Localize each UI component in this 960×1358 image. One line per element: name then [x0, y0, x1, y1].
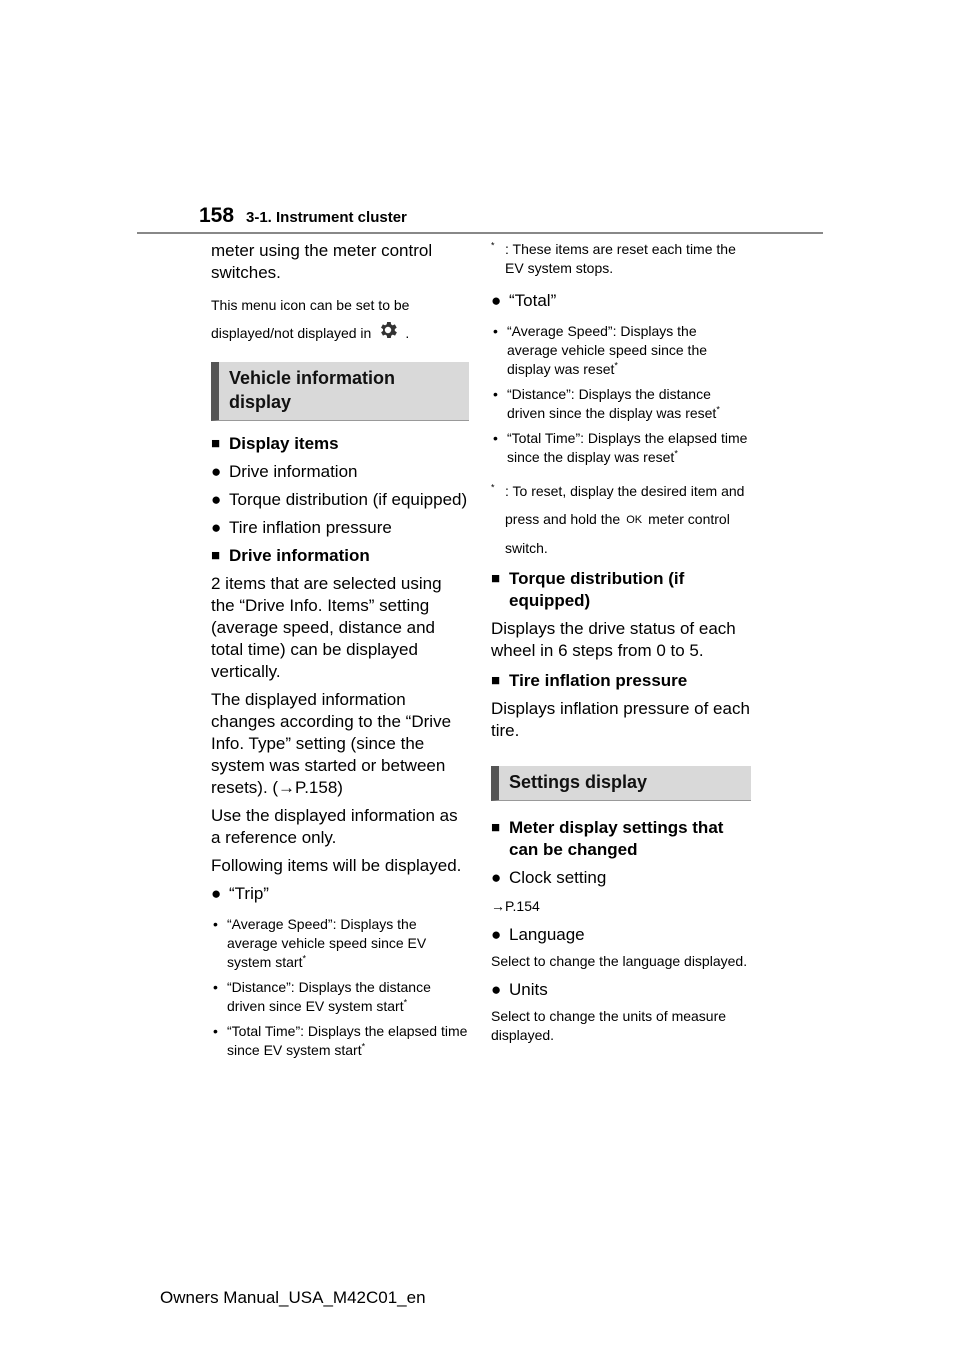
- list-item: ● Language: [491, 925, 585, 945]
- torque-heading: ■ Torque distribution (if equipped): [491, 569, 685, 611]
- paragraph: Displays the drive status of each wheel in 6 steps from 0 to 5.: [491, 619, 736, 661]
- sub-list-item: • “Total Time”: Displays the elapsed time since EV system start*: [213, 1023, 468, 1058]
- page-number: 158: [199, 204, 235, 227]
- sub-list-item: • “Total Time”: Displays the elapsed time since the display was reset*: [493, 430, 748, 465]
- page-reference: →P.154: [491, 898, 540, 915]
- settings-display-heading: Settings display: [491, 766, 751, 801]
- sub-list-item: • “Average Speed”: Displays the average vehicle speed since the display was reset*: [493, 323, 708, 377]
- paragraph: Use the displayed information as a reference only.: [211, 806, 458, 847]
- paragraph: Following items will be displayed.: [211, 856, 462, 875]
- footnote: * : To reset, display the desired item and press and hold the OK meter control switch.: [491, 482, 745, 557]
- paragraph: 2 items that are selected using the “Drive Info. Items” setting (average speed, distance and total time) can be displayed vertically.: [211, 574, 442, 681]
- gear-icon: [377, 319, 399, 350]
- header-rule: [137, 232, 823, 234]
- meter-settings-heading: ■ Meter display settings that can be changed: [491, 818, 724, 860]
- menu-icon-note: This menu icon can be set to be displayed/not displayed in .: [211, 292, 469, 350]
- ok-icon: OK: [626, 514, 643, 527]
- list-item: ● Torque distribution (if equipped): [211, 490, 468, 509]
- section-title: 3-1. Instrument cluster: [246, 209, 407, 226]
- sub-list-item: • “Distance”: Displays the distance driven since EV system start*: [213, 979, 431, 1014]
- list-item: ● Tire inflation pressure: [211, 518, 392, 537]
- paragraph: The displayed information changes according to the “Drive Info. Type” setting (since the system was started or between resets). (→P.158): [211, 690, 452, 797]
- list-item: ● Clock setting: [491, 868, 607, 888]
- intro-text: meter using the meter control switches.: [211, 241, 433, 282]
- list-item: ● Drive information: [211, 462, 358, 481]
- tire-heading: ■ Tire inflation pressure: [491, 671, 688, 691]
- paragraph: Displays inflation pressure of each tire.: [491, 699, 750, 741]
- drive-info-heading: ■ Drive information: [211, 546, 370, 565]
- footer-text: Owners Manual_USA_M42C01_en: [160, 1288, 426, 1307]
- sub-list-item: • “Average Speed”: Displays the average vehicle speed since EV system start*: [213, 916, 427, 970]
- display-items-heading: ■ Display items: [211, 434, 339, 453]
- sub-list-item: • “Distance”: Displays the distance driven since the display was reset*: [493, 386, 720, 421]
- trip-item: ● “Trip”: [211, 884, 269, 903]
- list-item: ● Units: [491, 980, 548, 1000]
- description: Select to change the language displayed.: [491, 953, 748, 970]
- left-column: [211, 240, 469, 1060]
- right-column: [491, 240, 751, 1045]
- footnote: * : These items are reset each time the EV system stops.: [491, 240, 736, 276]
- vehicle-info-heading: Vehicle information display: [211, 362, 469, 421]
- description: Select to change the units of measure displayed.: [491, 1008, 727, 1044]
- total-item: ● “Total”: [491, 291, 557, 310]
